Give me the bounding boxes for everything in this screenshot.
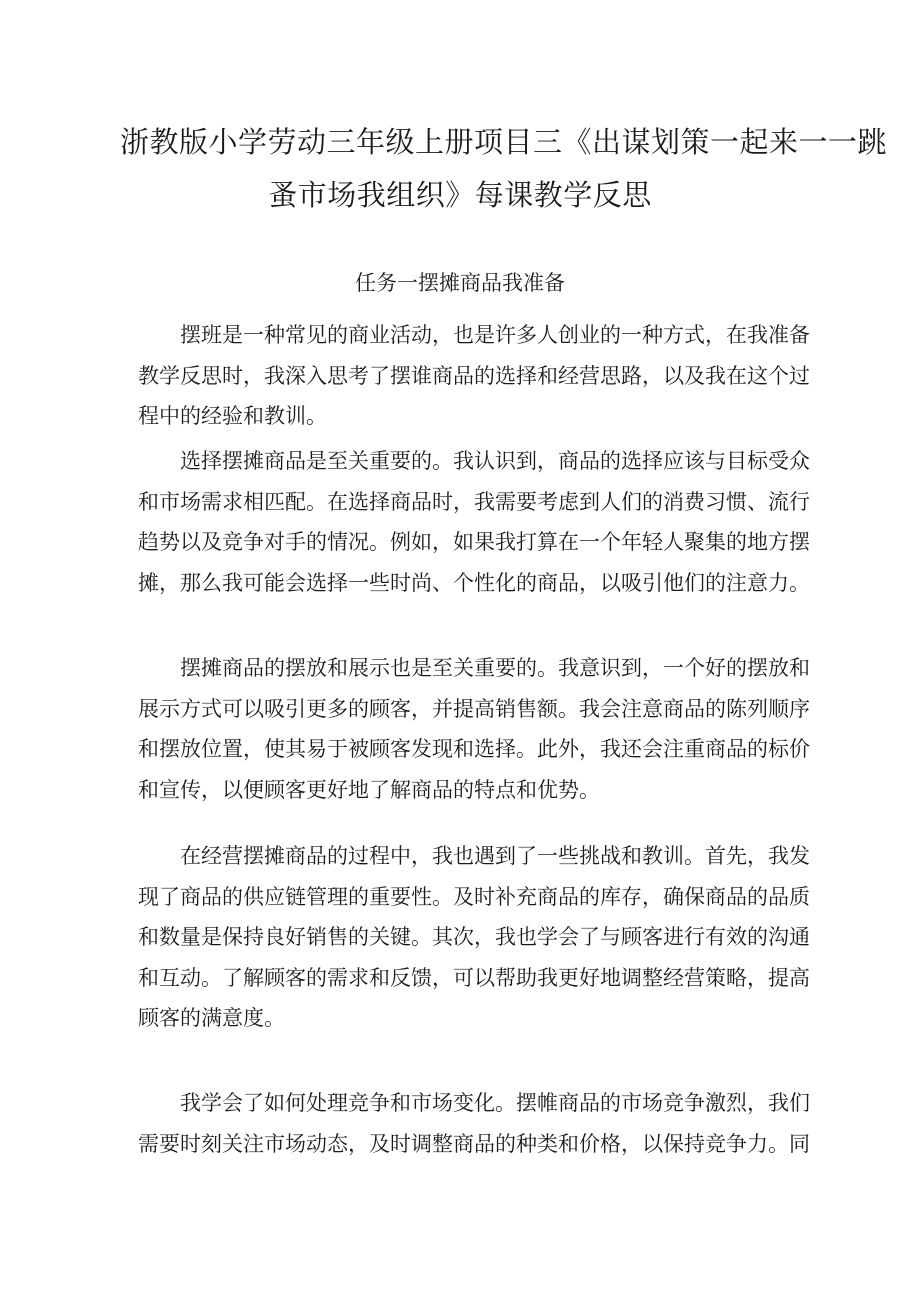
paragraph-4: [138, 836, 810, 1039]
document-title: [120, 116, 888, 222]
title-line: 蚤市场我组织》每课教学反思: [268, 178, 652, 212]
paragraph-line: 和市场需求相匹配。在选择商品时，我需要考虑到人们的消费习惯、流行: [138, 489, 810, 514]
paragraph-line: 教学反思时，我深入思考了摆谁商品的选择和经营思路，以及我在这个过: [138, 363, 810, 388]
paragraph-line: 选择摆摊商品是至关重要的。我认识到，商品的选择应该与目标受众: [180, 449, 810, 473]
title-line: 浙教版小学劳动三年级上册项目三《出谋划策一起来一一跳: [120, 125, 888, 159]
paragraph-line: 摊，那么我可能会选择一些时尚、个性化的商品，以吸引他们的注意力。: [138, 570, 810, 595]
paragraph-line: 趋势以及竞争对手的情况。例如，如果我打算在一个年轻人聚集的地方摆: [138, 530, 810, 554]
paragraph-line: 和摆放位置，使其易于被顾客发现和选择。此外，我还会注重商品的标价: [138, 737, 810, 761]
paragraph-line: 在经营摆摊商品的过程中，我也遇到了一些挑战和教训。首先，我发: [180, 844, 810, 868]
paragraph-line: 摆班是一种常见的商业活动，也是许多人创业的一种方式，在我准备: [180, 323, 810, 347]
section-title: 任务一摆摊商品我准备: [355, 271, 565, 295]
paragraph-line: 展示方式可以吸引更多的顾客，并提高销售额。我会注意商品的陈列顺序: [138, 696, 810, 721]
paragraph-line: 我学会了如何处理竞争和市场变化。摆帷商品的市场竞争激烈，我们: [180, 1091, 810, 1115]
paragraph-line: 和数量是保持良好销售的关键。其次，我也学会了与顾客进行有效的沟通: [138, 925, 810, 949]
paragraph-2: [138, 441, 810, 603]
paragraph-line: 程中的经验和教训。: [138, 404, 327, 428]
paragraph-1: [138, 315, 810, 437]
paragraph-line: 需要时刻关注市场动态，及时调整商品的种类和价格，以保持竞争力。同: [138, 1131, 810, 1156]
paragraph-5: [138, 1083, 810, 1164]
paragraph-line: 和互动。了解顾客的需求和反馈，可以帮助我更好地调整经营策略，提高: [138, 965, 810, 990]
paragraph-3: [138, 648, 810, 810]
paragraph-line: 和宣传，以便顾客更好地了解商品的特点和优势。: [138, 777, 600, 802]
paragraph-line: 摆摊商品的摆放和展示也是至关重要的。我意识到，一个好的摆放和: [180, 656, 810, 680]
paragraph-line: 顾客的满意度。: [138, 1006, 285, 1030]
paragraph-line: 现了商品的供应链管理的重要性。及时补充商品的库存，确保商品的品质: [138, 884, 810, 909]
